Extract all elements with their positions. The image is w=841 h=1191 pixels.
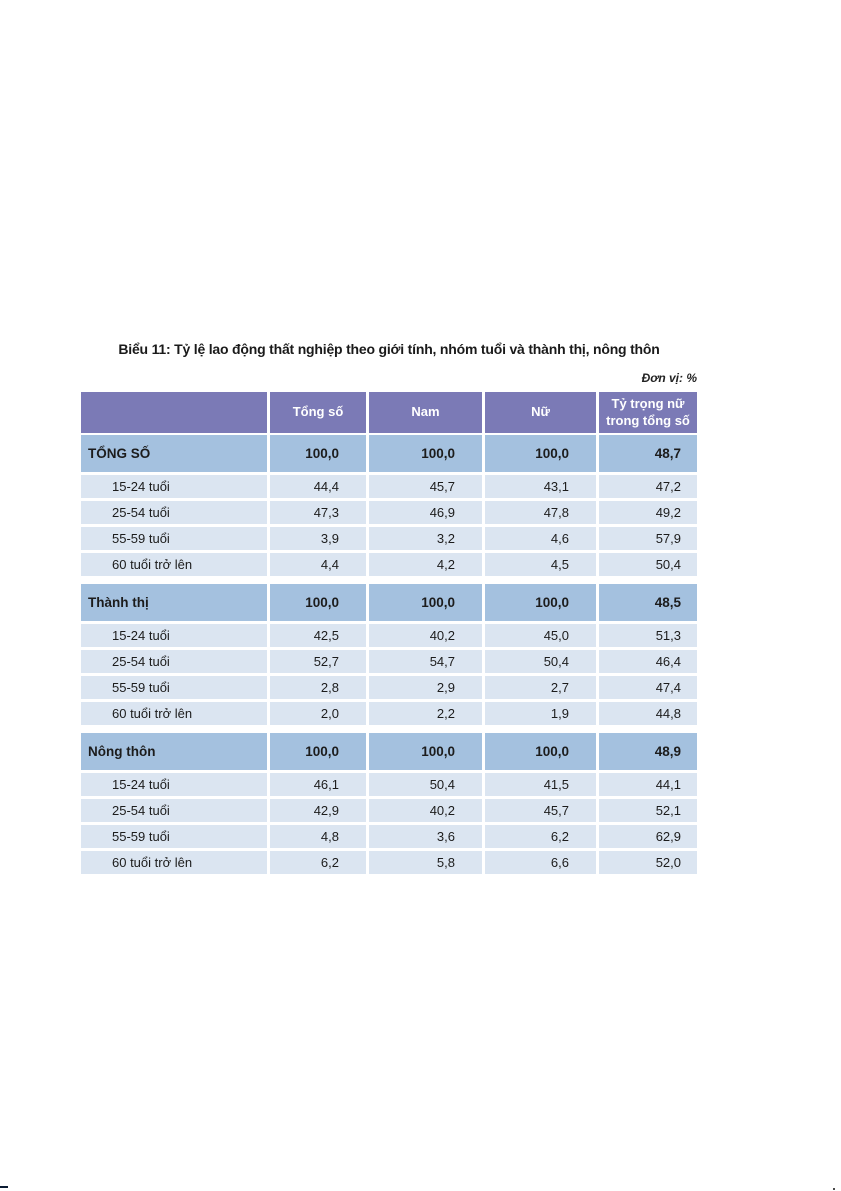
cell-total: 4,4 (270, 553, 366, 576)
table-row (81, 553, 697, 576)
cell-total: 2,8 (270, 676, 366, 699)
cell-female: 47,8 (485, 501, 596, 524)
cell-total: 100,0 (270, 733, 366, 770)
cell-male: 5,8 (369, 851, 482, 874)
cell-female: 45,0 (485, 624, 596, 647)
cell-female-share: 52,1 (599, 799, 697, 822)
row-label: Thành thị (81, 584, 267, 621)
table-row (81, 702, 697, 725)
cell-female: 45,7 (485, 799, 596, 822)
table-row (81, 527, 697, 550)
column-header-total: Tổng số (270, 392, 366, 433)
row-label: 15-24 tuổi (81, 624, 267, 647)
column-header-female: Nữ (485, 392, 596, 433)
group-row (81, 584, 697, 621)
cell-male: 46,9 (369, 501, 482, 524)
row-label: 25-54 tuổi (81, 501, 267, 524)
cell-female: 2,7 (485, 676, 596, 699)
row-label: 55-59 tuổi (81, 825, 267, 848)
row-label: Nông thôn (81, 733, 267, 770)
cell-male: 54,7 (369, 650, 482, 673)
cell-male: 2,2 (369, 702, 482, 725)
cell-female-share: 48,9 (599, 733, 697, 770)
table-section-nong-thon (81, 733, 697, 874)
cell-female-share: 46,4 (599, 650, 697, 673)
table-row (81, 501, 697, 524)
cell-total: 100,0 (270, 584, 366, 621)
group-row (81, 733, 697, 770)
cell-total: 42,5 (270, 624, 366, 647)
cell-female: 43,1 (485, 475, 596, 498)
table-row (81, 475, 697, 498)
cell-female-share: 50,4 (599, 553, 697, 576)
cell-male: 45,7 (369, 475, 482, 498)
unemployment-table (81, 392, 697, 874)
cell-female: 100,0 (485, 733, 596, 770)
row-label: 60 tuổi trở lên (81, 702, 267, 725)
row-label: 25-54 tuổi (81, 650, 267, 673)
table-section-tong-so (81, 435, 697, 576)
cell-male: 3,6 (369, 825, 482, 848)
table-row (81, 676, 697, 699)
cell-female-share: 47,2 (599, 475, 697, 498)
row-label: 25-54 tuổi (81, 799, 267, 822)
scan-artifact-dash (0, 1186, 8, 1188)
cell-female: 6,6 (485, 851, 596, 874)
cell-female: 4,6 (485, 527, 596, 550)
cell-total: 52,7 (270, 650, 366, 673)
table-title: Biểu 11: Tỷ lệ lao động thất nghiệp theo giới tính, nhóm tuổi và thành thị, nông thôn (118, 341, 660, 357)
cell-male: 4,2 (369, 553, 482, 576)
cell-female-share: 47,4 (599, 676, 697, 699)
row-label: TỔNG SỐ (81, 435, 267, 472)
table-row (81, 773, 697, 796)
cell-female: 1,9 (485, 702, 596, 725)
cell-male: 40,2 (369, 624, 482, 647)
cell-female: 6,2 (485, 825, 596, 848)
column-header-female-share: Tỷ trọng nữ trong tổng số (599, 392, 697, 433)
cell-total: 4,8 (270, 825, 366, 848)
cell-total: 100,0 (270, 435, 366, 472)
table-row (81, 825, 697, 848)
scan-artifact-dot (833, 1188, 835, 1190)
cell-female: 100,0 (485, 584, 596, 621)
cell-total: 3,9 (270, 527, 366, 550)
cell-female-share: 51,3 (599, 624, 697, 647)
cell-female-share: 62,9 (599, 825, 697, 848)
cell-total: 2,0 (270, 702, 366, 725)
column-header-empty (81, 392, 267, 433)
cell-male: 100,0 (369, 733, 482, 770)
cell-female-share: 44,8 (599, 702, 697, 725)
table-row (81, 624, 697, 647)
cell-male: 100,0 (369, 584, 482, 621)
table-section-thanh-thi (81, 584, 697, 725)
cell-female: 41,5 (485, 773, 596, 796)
row-label: 60 tuổi trở lên (81, 553, 267, 576)
group-row (81, 435, 697, 472)
table-row (81, 650, 697, 673)
cell-female-share: 52,0 (599, 851, 697, 874)
cell-total: 46,1 (270, 773, 366, 796)
cell-male: 2,9 (369, 676, 482, 699)
cell-total: 44,4 (270, 475, 366, 498)
cell-female-share: 49,2 (599, 501, 697, 524)
row-label: 55-59 tuổi (81, 676, 267, 699)
cell-female: 4,5 (485, 553, 596, 576)
cell-total: 42,9 (270, 799, 366, 822)
cell-male: 40,2 (369, 799, 482, 822)
unit-note: Đơn vị: % (641, 371, 697, 385)
column-header-male: Nam (369, 392, 482, 433)
cell-total: 6,2 (270, 851, 366, 874)
row-label: 15-24 tuổi (81, 773, 267, 796)
cell-male: 50,4 (369, 773, 482, 796)
cell-female-share: 57,9 (599, 527, 697, 550)
table-row (81, 851, 697, 874)
cell-female-share: 48,5 (599, 584, 697, 621)
row-label: 55-59 tuổi (81, 527, 267, 550)
cell-female-share: 44,1 (599, 773, 697, 796)
table-header-row (81, 392, 697, 433)
cell-male: 3,2 (369, 527, 482, 550)
cell-female-share: 48,7 (599, 435, 697, 472)
row-label: 60 tuổi trở lên (81, 851, 267, 874)
cell-female: 50,4 (485, 650, 596, 673)
row-label: 15-24 tuổi (81, 475, 267, 498)
cell-total: 47,3 (270, 501, 366, 524)
table-row (81, 799, 697, 822)
cell-female: 100,0 (485, 435, 596, 472)
cell-male: 100,0 (369, 435, 482, 472)
